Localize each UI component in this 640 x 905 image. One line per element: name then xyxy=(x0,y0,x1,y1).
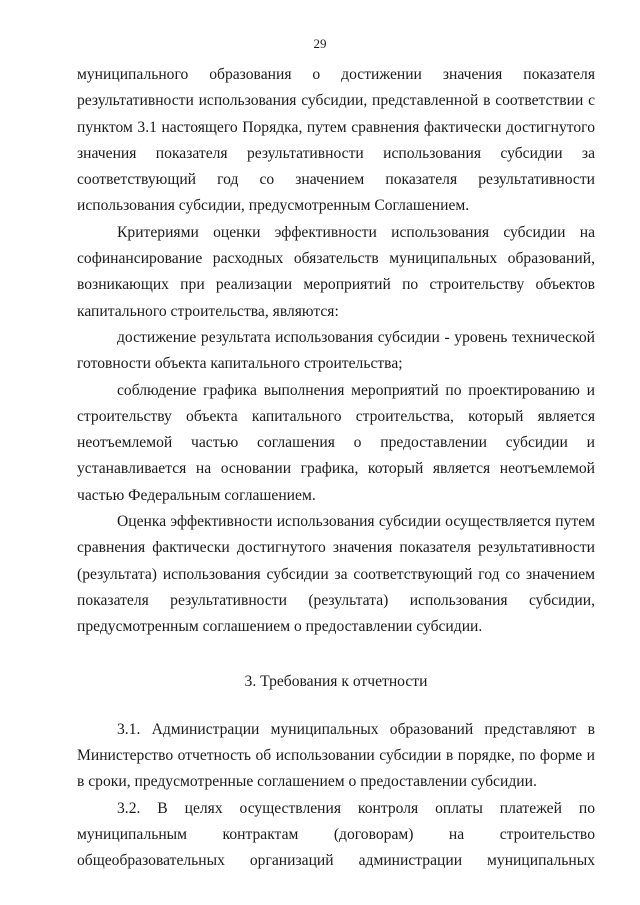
paragraph-7: 3.2. В целях осуществления контроля оплаты платежей по муниципальным контрактам (договорам) на строительство общеобразовательных организаций администрации муниципальных xyxy=(77,799,595,870)
paragraph-1: муниципального образования о достижении значения показателя результативности использования субсидии, представленной в соответствии с пунктом 3.1 настоящего Порядка, путем сравнения фактически достигнутого значения показателя результативности использования субсидии за соответствующий год со значением показателя результативности использования субсидии, предусмотренным Соглашением. xyxy=(77,66,595,215)
paragraph-3: достижение результата использования субсидии - уровень технической готовности объекта капитального строительства; xyxy=(77,328,595,373)
paragraph-6: 3.1. Администрации муниципальных образований представляют в Министерство отчетность об использовании субсидии в порядке, по форме и в сроки, предусмотренные соглашением о предоставлении субсидии. xyxy=(77,720,595,791)
paragraph-4: соблюдение графика выполнения мероприятий по проектированию и строительству объекта капитального строительства, который является неотъемлемой частью соглашения о предоставлении субсидии и устанавливается на основании графика, который является неотъемлемой частью Федеральным соглашением. xyxy=(77,381,595,504)
paragraph-5: Оценка эффективности использования субсидии осуществляется путем сравнения фактически достигнутого значения показателя результативности (результата) использования субсидии за соответствующий год со значением показателя результативности (результата) использования субсидии, предусмотренным соглашением о предоставлении субсидии. xyxy=(77,513,595,636)
paragraph-2: Критериями оценки эффективности использования субсидии на софинансирование расходных обязательств муниципальных образований, возникающих при реализации мероприятий по строительству объектов капитального строительства, являются: xyxy=(77,223,595,320)
page-number: 29 xyxy=(313,36,327,51)
section-heading: 3. Требования к отчетности xyxy=(244,672,428,690)
document-body xyxy=(77,62,595,875)
